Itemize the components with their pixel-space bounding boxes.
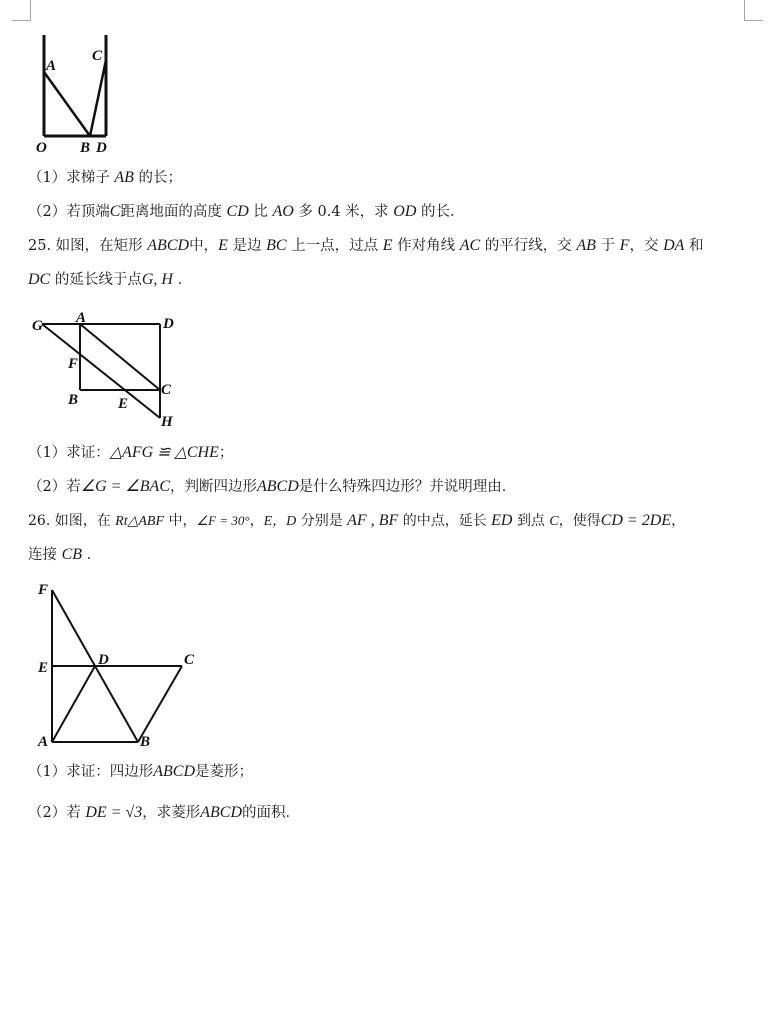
q25-part2-text: 是什么特殊四边形？并说明理由． [298,479,517,495]
q24-part2-text: 多 0.4 米，求 [298,204,389,220]
q24-part2-text: 距离地面的高度 [120,204,222,220]
math-BC: BC [266,237,287,254]
math-E: E [382,237,393,254]
q26-part1-num: （1） [28,764,67,780]
label-H: H [161,414,173,430]
q26-text: 如图，在 [54,513,111,529]
math-DA: DA [663,237,685,254]
math-angle-equality: ∠G = ∠BAC [80,478,170,495]
segment-CB [138,666,182,742]
q26-text: ． [86,547,102,563]
q26-part1 [28,762,253,782]
q25-text: 如图，在矩形 [55,238,143,254]
label-C: C [161,382,172,398]
math-C: C [109,203,121,220]
math-AO: AO [272,203,294,220]
math-AC: AC [459,237,481,254]
q25-part1-num: （1） [28,445,67,461]
q26-part1-text: 求证：四边形 [66,764,154,780]
q24-part2 [28,202,465,222]
label-D: D [98,652,109,668]
label-E: E [118,396,129,412]
figure-ladder [30,30,120,155]
math-CB: CB [61,546,83,563]
math-ABCD: ABCD [200,804,243,821]
label-C: C [184,652,195,668]
math-AB: AB [576,237,596,254]
q24-part1-text: 求梯子 [66,170,110,186]
math-ABCD: ABCD [153,763,196,780]
math-C: C [549,514,559,529]
q25-text: 作对角线 [397,238,456,254]
q24-part2-text: 的长． [421,204,465,220]
math-E-D: E，D [263,514,297,529]
q26-text: ，使得 [558,513,601,529]
q25-text: 和 [689,238,704,254]
math-CD: CD [226,203,249,220]
q25-part1 [28,443,233,463]
segment-GH [42,324,160,418]
math-E: E [218,237,228,254]
q26-text: 分别是 [300,513,343,529]
math-CD-equals-2DE: CD = 2DE [600,512,672,529]
q26-part2-num: （2） [28,805,67,821]
label-G: G [32,318,43,334]
q24-part2-text: 比 [253,204,268,220]
q26-text: ， [671,513,686,529]
math-ABCD: ABCD [147,237,190,254]
q25-part2-num: （2） [28,479,67,495]
q26-text: ， [249,513,264,529]
math-ED: ED [491,512,513,529]
math-congruence: △AFG ≌ △CHE [109,444,219,461]
label-D: D [96,140,107,156]
q25-line1 [28,236,704,256]
q25-text: 是边 [232,238,262,254]
q25-text: 于 [600,238,616,254]
ladder-AB [44,72,90,136]
q24-part2-text: 若顶端 [66,204,110,220]
q25-text: 的延长线于点 [54,272,142,288]
label-F: F [38,582,49,598]
label-O: O [36,140,47,156]
question-number: 26. [28,513,51,529]
math-F: F [619,237,630,254]
q25-text: 中， [189,238,219,254]
q25-text: 的平行线，交 [484,238,572,254]
q25-text: ，交 [629,238,659,254]
label-A: A [38,734,49,750]
label-E: E [38,660,49,676]
page-corner-mark-left [12,0,31,21]
math-rt-triangle: Rt△ABF [115,514,165,529]
q26-text: 中， [168,513,197,529]
q25-part1-text: ； [218,445,234,461]
label-A: A [76,310,87,326]
label-F: F [68,356,79,372]
label-D: D [163,316,174,332]
math-GH: G, H [141,271,173,288]
q26-text: 连接 [28,547,57,563]
figure-rectangle [30,310,180,430]
q25-part2-text: ，判断四边形 [170,479,257,495]
q25-part2 [28,477,516,497]
label-B: B [140,734,151,750]
segment-AD [52,666,95,742]
q26-part2-text: 的面积． [242,805,301,821]
q26-text: 到点 [516,513,545,529]
q26-part2 [28,803,300,823]
q25-part2-text: 若 [66,479,81,495]
q25-line2 [28,270,192,290]
page-corner-mark-right [744,0,763,21]
q26-line1 [28,511,685,532]
q24-part1-num: （1） [28,170,67,186]
q25-text: 上一点，过点 [291,238,379,254]
label-B: B [80,140,91,156]
q24-part1-text-end: 的长； [138,170,182,186]
label-C: C [92,48,103,64]
q24-part2-num: （2） [28,204,67,220]
diagonal-AC [80,324,160,390]
math-ABCD: ABCD [257,478,299,495]
q26-part2-text: ，求菱形 [142,805,201,821]
math-sqrt3: = √3 [106,804,143,821]
q24-part1 [28,168,182,188]
q25-part1-text: 求证： [66,445,110,461]
figure-rhombus [30,580,210,755]
math-angle-F: ∠F = 30° [196,513,250,528]
q26-line2 [28,545,101,565]
q25-text: ． [177,272,193,288]
ladder-BC [90,60,106,136]
math-OD: OD [393,203,417,220]
math-AB: AB [114,169,134,186]
q26-part2-text: 若 [66,805,81,821]
math-DE: DE [85,804,107,821]
q26-part1-text: 是菱形； [195,764,254,780]
label-B: B [68,392,79,408]
q26-text: 的中点，延长 [402,513,487,529]
math-DC: DC [28,271,51,288]
math-AF-BF: AF , BF [347,512,399,529]
question-number: 25. [28,238,52,254]
label-A: A [46,58,57,74]
